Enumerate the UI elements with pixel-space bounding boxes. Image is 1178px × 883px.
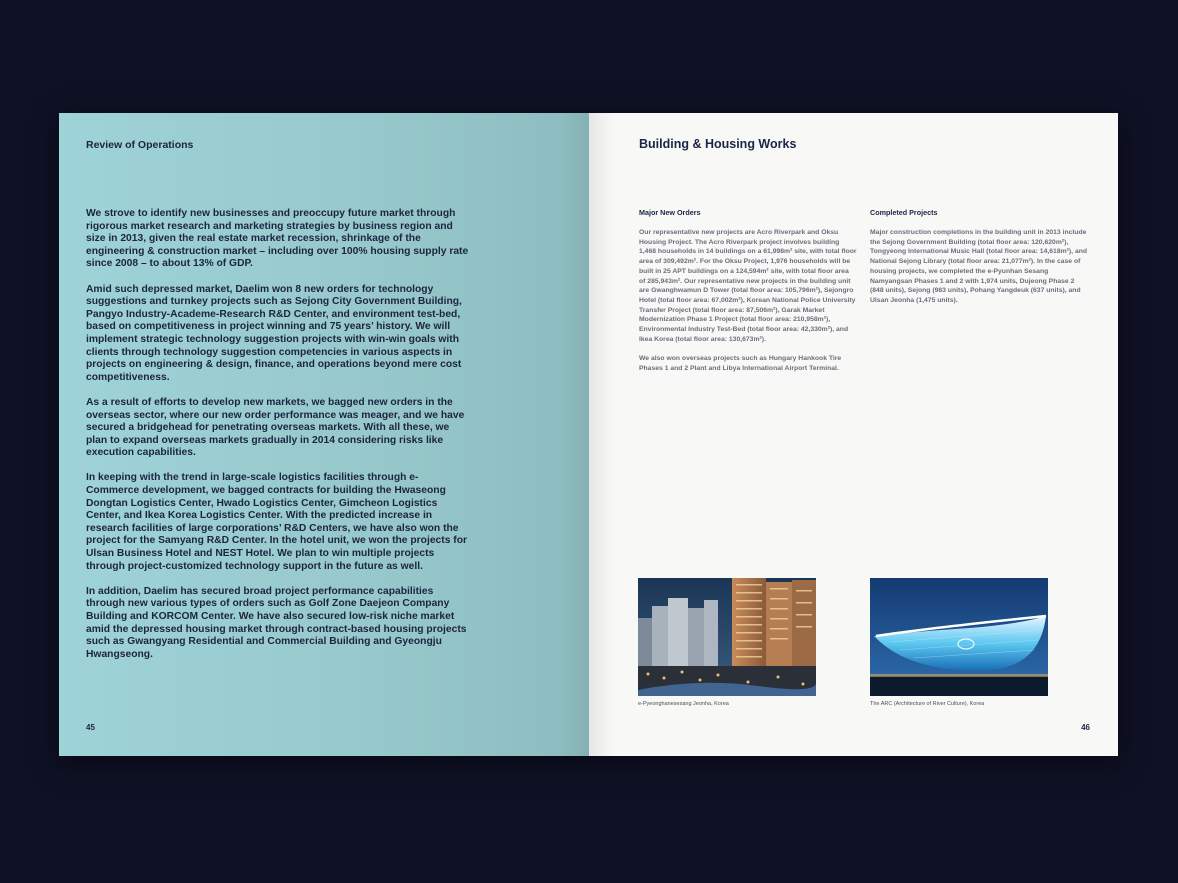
right-page <box>589 113 1118 756</box>
paragraph: We strove to identify new businesses and preoccupy future market through rigorous market research and marketing strategies by business region and size in 2013, given the real estate market recession, shrinkage of the engineering & construction market – including over 100% housing supply rate since 2008 – to about 13% of GDP. <box>86 208 469 270</box>
column-heading: Completed Projects <box>870 208 938 217</box>
completed-projects-column <box>870 208 1088 315</box>
column-text <box>639 228 857 374</box>
arc-building-photo <box>870 578 1048 696</box>
page-title: Building & Housing Works <box>639 137 797 151</box>
paragraph: In addition, Daelim has secured broad project performance capabilities through new various types of orders such as Golf Zone Daejeon Company Building and KORCOM Center. We have also secured low-risk niche market amid the depressed housing market through contract-based housing projects such as Gwangyang Residential and Commercial Building and Gyeongju Hwangseong. <box>86 585 467 660</box>
paragraph: Amid such depressed market, Daelim won 8 new orders for technology suggestions and turnkey projects such as Sejong City Government Building, Pangyo Industry-Academe-Research R&D Center, and environment test-bed, based on competitiveness in project winning and 75 years’ history. We will implement strategic technology suggestion projects with win-win goals with clients through technology suggestion competencies in various aspects in projects on engineering & design, finance, and operations beyond mere cost competitiveness. <box>86 283 462 383</box>
page-number-right: 46 <box>1081 723 1090 732</box>
column-text <box>870 228 1088 306</box>
column-heading: Major New Orders <box>639 208 701 217</box>
section-label: Review of Operations <box>86 139 194 151</box>
paragraph: We also won overseas projects such as Hungary Hankook Tire Phases 1 and 2 Plant and Libya International Airport Terminal. <box>639 355 842 372</box>
photo-caption: e-Pyeonghanesesang Jeonha, Korea <box>638 701 729 707</box>
left-body-text <box>86 208 471 674</box>
paragraph: As a result of efforts to develop new markets, we bagged new orders in the overseas sector, where our new order performance was meager, and we have secured a bridgehead for penetrating overseas markets. With all these, we plan to expand overseas markets gradually in 2014 considering risks like execution capabilities. <box>86 396 465 459</box>
apartment-towers-photo <box>638 578 816 696</box>
photo-caption: The ARC (Architecture of River Culture), Korea <box>870 701 985 707</box>
paragraph: Major construction completions in the building unit in 2013 include the Sejong Government Building (total floor area: 120,620m²), Tongyeong International Music Hall (total floor area: 14,618m²), and National Sejong Library (total floor area: 21,077m²). In the case of housing projects, we completed the e-Pyunhan Sesang Namyangsan Phases 1 and 2 with 1,974 units, Dujeong Phase 2 (848 units), Sejong (983 units), Pohang Yangdeuk (637 units), and Ulsan Jeonha (1,475 units). <box>870 229 1088 304</box>
major-new-orders-column <box>639 208 857 383</box>
paragraph: In keeping with the trend in large-scale logistics facilities through e-Commerce development, we bagged contracts for building the Hwaseong Dongtan Logistics Center, Hwado Logistics Center, Gimcheon Logistics Center, and Ikea Korea Logistics Center. With the predicted increase in research facilities of large corporations’ R&D Centers, we have also won the project for the Samyang R&D Center. In the hotel unit, we won the projects for Ulsan Business Hotel and NEST Hotel. We plan to win multiple projects through project-customized technology support in the future as well. <box>86 472 468 572</box>
left-page <box>59 113 589 756</box>
page-number-left: 45 <box>86 723 95 732</box>
paragraph: Our representative new projects are Acro Riverpark and Oksu Housing Project. The Acro Riverpark project involves building 1,468 households in 14 buildings on a 61,998m² site, with total floor area of 309,492m². For the Oksu Project, 1,976 households will be built in 25 APT buildings on a 124,594m² site, with total floor area of 285,943m². Our representative new projects in the building unit are Gwanghwamun D Tower (total floor area: 105,796m²), Sejongro Hotel (total floor area: 67,002m²), Korean National Police University Transfer Project (total floor area: 87,506m²), Garak Market Modernization Phase 1 Project (total floor area: 210,958m²), Environmental Industry Test-Bed (total floor area: 42,330m²), and Ikea Korea (total floor area: 130,673m²). <box>639 229 857 343</box>
brochure-spread <box>59 113 1118 756</box>
